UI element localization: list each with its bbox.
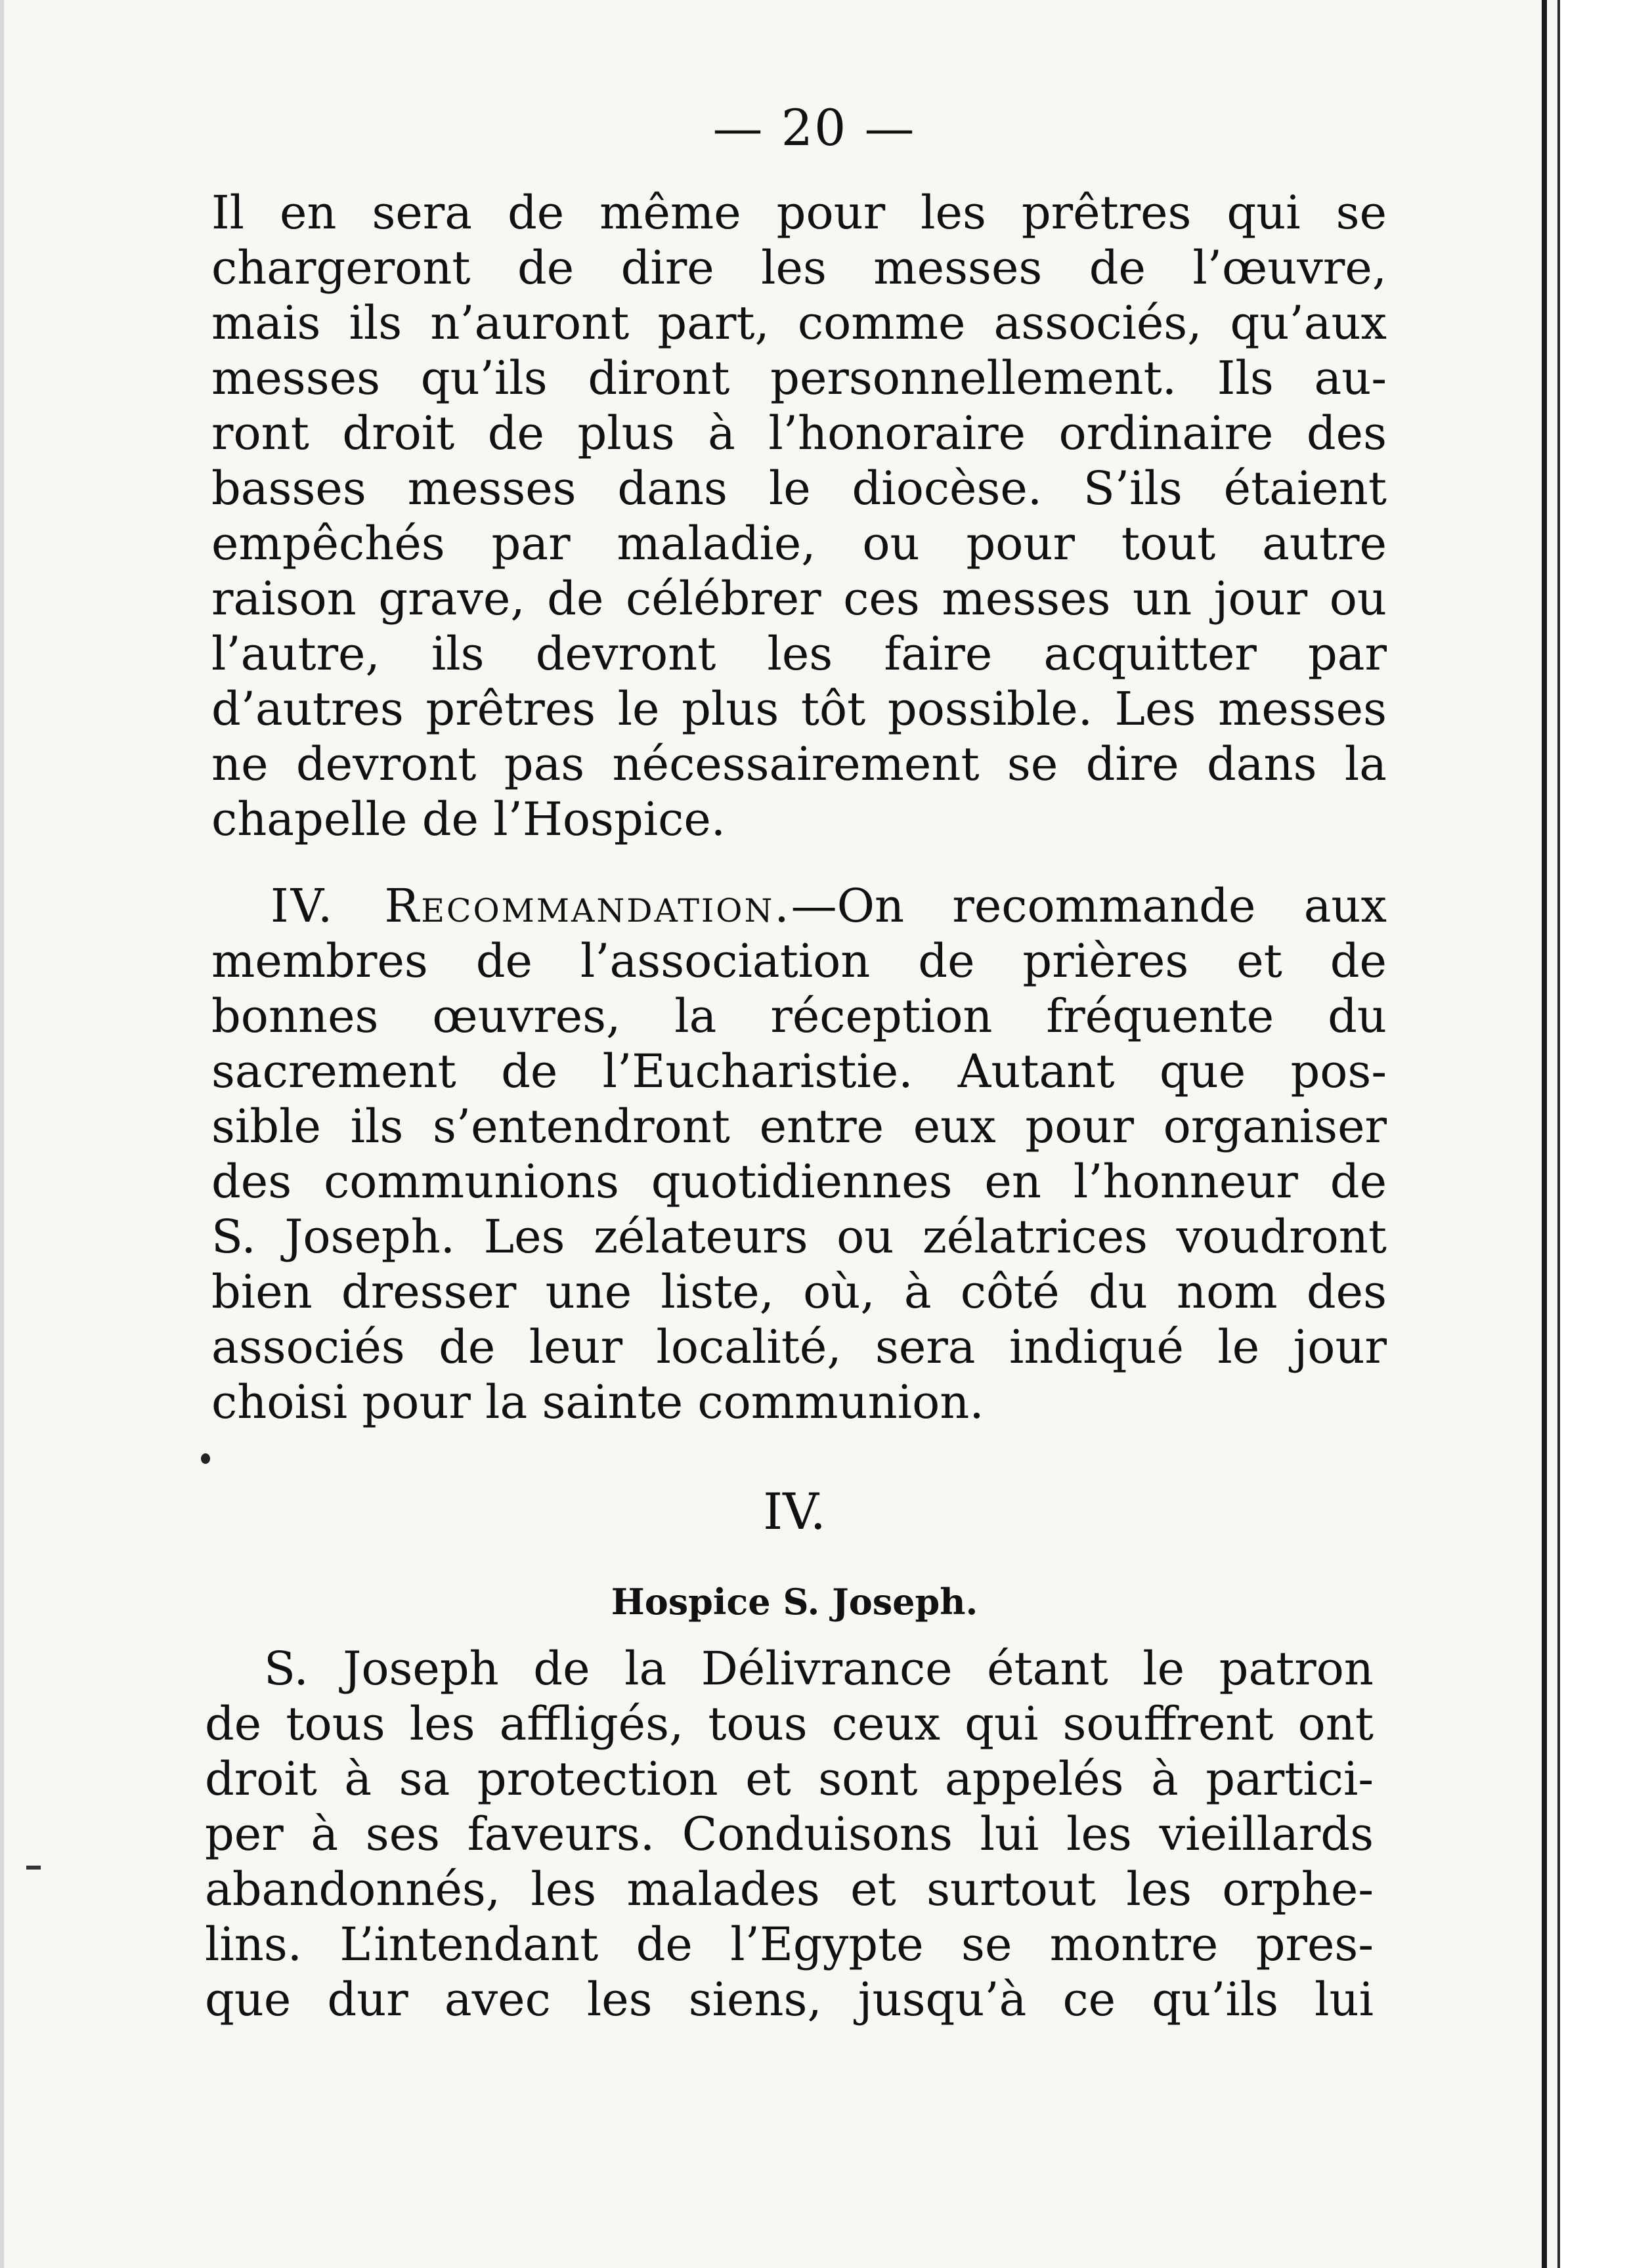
text-line: bonnes œuvres, la réception fréquente du (211, 989, 1387, 1043)
section-numeral: IV. (763, 1482, 826, 1541)
text-line: sible ils s’entendront entre eux pour organiser (211, 1100, 1387, 1153)
ink-speck (201, 1453, 210, 1464)
text-line: associés de leur localité, sera indiqué le jour (211, 1320, 1387, 1374)
margin-strip (1560, 0, 1652, 2268)
text-line: d’autres prêtres le plus tôt possible. Les messes (211, 682, 1387, 736)
text-line: ne devront pas nécessairement se dire dans la (211, 737, 1387, 791)
run-in-heading: IV. Recommandation. (271, 879, 791, 933)
heading-continuation: —On recommande aux (791, 879, 1387, 933)
text-line-with-heading (211, 878, 1387, 933)
text-line: empêchés par maladie, ou pour tout autre (211, 517, 1387, 570)
paragraph-continuation (211, 185, 1387, 847)
text-line: S. Joseph de la Délivrance étant le patron (264, 1642, 1374, 1696)
text-line: chargeront de dire les messes de l’œuvre, (211, 241, 1387, 295)
text-line: Il en sera de même pour les prêtres qui se (211, 186, 1387, 240)
text-line: choisi pour la sainte communion. (211, 1375, 984, 1429)
text-line: membres de l’association de prières et de (211, 934, 1387, 988)
text-line: lins. L’intendant de l’Egypte se montre pres- (205, 1917, 1374, 1971)
text-line: droit à sa protection et sont appelés à partici- (205, 1752, 1374, 1806)
text-line: bien dresser une liste, où, à côté du nom des (211, 1265, 1387, 1319)
text-line: raison grave, de célébrer ces messes un jour ou (211, 572, 1387, 626)
text-line: per à ses faveurs. Conduisons lui les vieillards (205, 1807, 1374, 1861)
page-number: — 20 — (712, 98, 916, 157)
text-line: basses messes dans le diocèse. S’ils étaient (211, 461, 1387, 515)
text-line: l’autre, ils devront les faire acquitter par (211, 627, 1387, 681)
text-line: S. Joseph. Les zélateurs ou zélatrices voudront (211, 1210, 1387, 1264)
paragraph-recommandation (211, 878, 1387, 1430)
binding-edge-line (1542, 0, 1547, 2268)
text-line: abandonnés, les malades et surtout les orphe- (205, 1862, 1374, 1916)
text-line: de tous les affligés, tous ceux qui souffrent ont (205, 1697, 1374, 1751)
section-title: Hospice S. Joseph. (611, 1581, 978, 1623)
ink-dash-mark (26, 1866, 41, 1870)
text-line: ront droit de plus à l’honoraire ordinaire des (211, 406, 1387, 460)
text-line: messes qu’ils diront personnellement. Ils au- (211, 351, 1387, 405)
text-line: chapelle de l’Hospice. (211, 792, 726, 846)
paragraph-hospice (205, 1641, 1374, 2027)
text-line: mais ils n’auront part, comme associés, qu’aux (211, 296, 1387, 350)
page-left-border (0, 0, 4, 2268)
text-line: que dur avec les siens, jusqu’à ce qu’ils lui (205, 1973, 1374, 2026)
text-line: sacrement de l’Eucharistie. Autant que pos- (211, 1044, 1387, 1098)
text-line: des communions quotidiennes en l’honneur de (211, 1155, 1387, 1209)
